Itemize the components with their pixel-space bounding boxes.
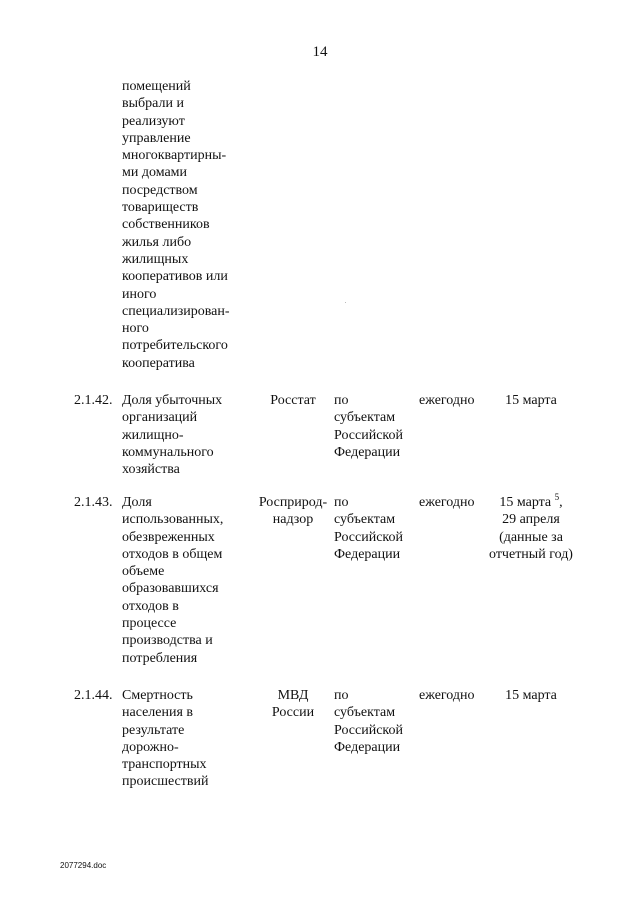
- text-line: отходов в: [122, 598, 179, 614]
- text-line: кооперативов или: [122, 269, 228, 285]
- text-line: по: [334, 393, 349, 408]
- row-number: 2.1.44.: [74, 688, 113, 703]
- text-line: населения в: [122, 705, 194, 721]
- responsible-agency: [255, 392, 331, 409]
- deadline: [476, 687, 586, 704]
- text-line: производства и: [122, 633, 213, 649]
- text-line: Смертность: [122, 688, 193, 703]
- text-line: транспортных: [122, 757, 207, 773]
- periodicity: ежегодно: [419, 393, 475, 408]
- text-line: потребления: [122, 650, 198, 666]
- text-line: Российской: [334, 427, 403, 443]
- deadline-first-line: 15 марта $^5$,: [499, 492, 563, 510]
- text-line: специализирован-: [122, 303, 230, 319]
- indicator-name: [122, 494, 262, 667]
- text-line: МВД: [277, 688, 309, 703]
- text-line: происшествий: [122, 774, 209, 790]
- text-line: товариществ: [122, 200, 199, 216]
- text-line: Федерации: [334, 546, 401, 562]
- deadline: [476, 392, 586, 409]
- responsible-agency: [255, 687, 331, 722]
- text-line: организаций: [122, 410, 198, 426]
- text-line: жилищных: [122, 251, 189, 267]
- document-code: 2077294.doc: [60, 861, 107, 870]
- text-line: субъектам: [334, 705, 396, 721]
- scan-speck: [345, 302, 346, 303]
- row-number: 2.1.43.: [74, 495, 113, 510]
- text-line: процессе: [122, 616, 177, 632]
- text-line: образовавшихся: [122, 581, 219, 597]
- text-line: Российской: [334, 529, 403, 545]
- text-line: жилищно-: [122, 427, 184, 443]
- text-line: отчетный год): [489, 546, 573, 562]
- text-line: потребительского: [122, 338, 228, 354]
- deadline: [476, 494, 586, 563]
- responsible-agency: [255, 494, 331, 529]
- text-line: 15 марта: [499, 495, 552, 510]
- text-line: отходов в общем: [122, 546, 223, 562]
- text-line: надзор: [272, 512, 314, 528]
- text-line: Доля убыточных: [122, 393, 223, 408]
- text-line: (данные за: [499, 529, 563, 545]
- indicator-name: [122, 392, 262, 478]
- text-line: дорожно-: [122, 739, 179, 755]
- row-number: 2.1.42.: [74, 393, 113, 408]
- text-line: по: [334, 495, 349, 510]
- text-line: выбрали и: [122, 96, 184, 112]
- page-number: 14: [312, 44, 328, 60]
- text-line: коммунального: [122, 444, 214, 460]
- text-line: кооператива: [122, 355, 195, 371]
- periodicity: ежегодно: [419, 495, 475, 510]
- indicator-name: [122, 687, 262, 791]
- text-line: ного: [122, 321, 149, 337]
- text-line: 15 марта: [505, 393, 557, 408]
- text-line: 29 апреля: [502, 512, 560, 528]
- text-line: использованных,: [122, 512, 224, 528]
- text-line: обезвреженных: [122, 529, 215, 545]
- continued-indicator-name: [122, 78, 262, 372]
- text-line: многоквартирны-: [122, 148, 227, 164]
- reporting-level: [334, 687, 414, 756]
- text-line: результате: [122, 722, 185, 738]
- text-line: реализуют: [122, 113, 185, 129]
- text-line: иного: [122, 286, 157, 302]
- text-line: Федерации: [334, 444, 401, 460]
- text-line: Росприрод-: [258, 495, 328, 510]
- text-line: субъектам: [334, 512, 396, 528]
- text-line: жилья либо: [122, 234, 192, 250]
- text-line: собственников: [122, 217, 210, 233]
- text-line: России: [271, 705, 315, 721]
- reporting-level: [334, 392, 414, 461]
- text-line: субъектам: [334, 410, 396, 426]
- text-line: 15 марта: [505, 688, 557, 703]
- text-line: по: [334, 688, 349, 703]
- text-line: помещений: [122, 79, 191, 94]
- footnote-marker: 5: [554, 492, 560, 502]
- periodicity: ежегодно: [419, 688, 475, 703]
- text-line: объеме: [122, 564, 165, 580]
- text-line: хозяйства: [122, 462, 180, 478]
- reporting-level: [334, 494, 414, 563]
- text-line: Федерации: [334, 739, 401, 755]
- text-line: посредством: [122, 182, 198, 198]
- text-line: управление: [122, 130, 191, 146]
- text-line: ми домами: [122, 165, 188, 181]
- text-line: Доля: [122, 495, 152, 510]
- text-line: Российской: [334, 722, 403, 738]
- text-line: Росстат: [270, 393, 316, 408]
